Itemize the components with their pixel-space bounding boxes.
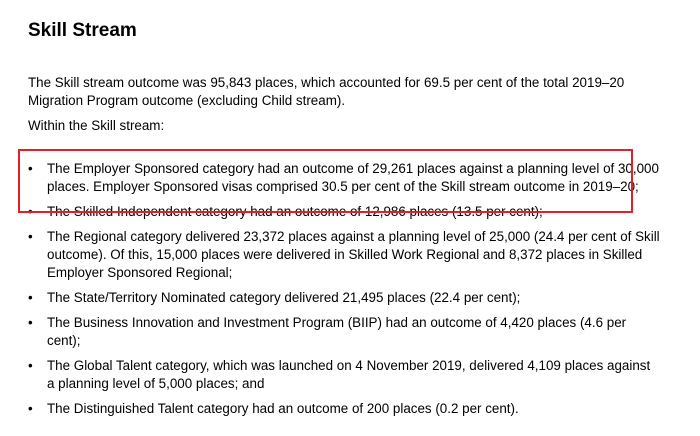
bullet-icon: • bbox=[28, 290, 33, 305]
list-item-text: The Global Talent category, which was launched on 4 November 2019, delivered 4,109 places against a planning level of 5,000 places; and bbox=[47, 358, 651, 391]
within-paragraph: Within the Skill stream: bbox=[28, 118, 165, 133]
list-item-distinguished-talent bbox=[28, 400, 668, 418]
bullet-icon: • bbox=[28, 401, 33, 416]
bullet-icon: • bbox=[28, 204, 33, 219]
list-item-text: The Skilled Independent category had an outcome of 12,986 places (13.5 per cent); bbox=[47, 204, 543, 219]
list-item-global-talent bbox=[28, 357, 668, 393]
list-item-regional bbox=[28, 228, 668, 282]
list-item-text: The Regional category delivered 23,372 places against a planning level of 25,000 (24.4 per cent of Skill outcome). Of this, 15,000 places were delivered in Skilled Work Regional and 8,372 places in Skilled Employer Sponsored Regional; bbox=[47, 229, 660, 280]
bullet-icon: • bbox=[28, 315, 33, 330]
section-heading: Skill Stream bbox=[28, 20, 137, 41]
list-item-employer-sponsored bbox=[28, 160, 668, 196]
bullet-icon: • bbox=[28, 358, 33, 373]
bullet-icon: • bbox=[28, 229, 33, 244]
bullet-icon: • bbox=[28, 161, 33, 176]
list-item-state-territory bbox=[28, 289, 668, 307]
intro-paragraph: The Skill stream outcome was 95,843 places, which accounted for 69.5 per cent of the total 2019–20 Migration Program outcome (excluding Child stream). bbox=[28, 75, 625, 108]
list-item-text: The State/Territory Nominated category delivered 21,495 places (22.4 per cent); bbox=[47, 290, 521, 305]
list-item-text: The Business Innovation and Investment Program (BIIP) had an outcome of 4,420 places (4.6 per cent); bbox=[47, 315, 627, 348]
list-item-text: The Distinguished Talent category had an outcome of 200 places (0.2 per cent). bbox=[47, 401, 519, 416]
list-item-biip bbox=[28, 314, 668, 350]
list-item-text: The Employer Sponsored category had an outcome of 29,261 places against a planning level of 30,000 places. Employer Sponsored visas comprised 30.5 per cent of the Skill stream outcome in 2019–20; bbox=[47, 161, 659, 194]
list-item-skilled-independent bbox=[28, 203, 668, 221]
skill-stream-list bbox=[28, 160, 668, 425]
